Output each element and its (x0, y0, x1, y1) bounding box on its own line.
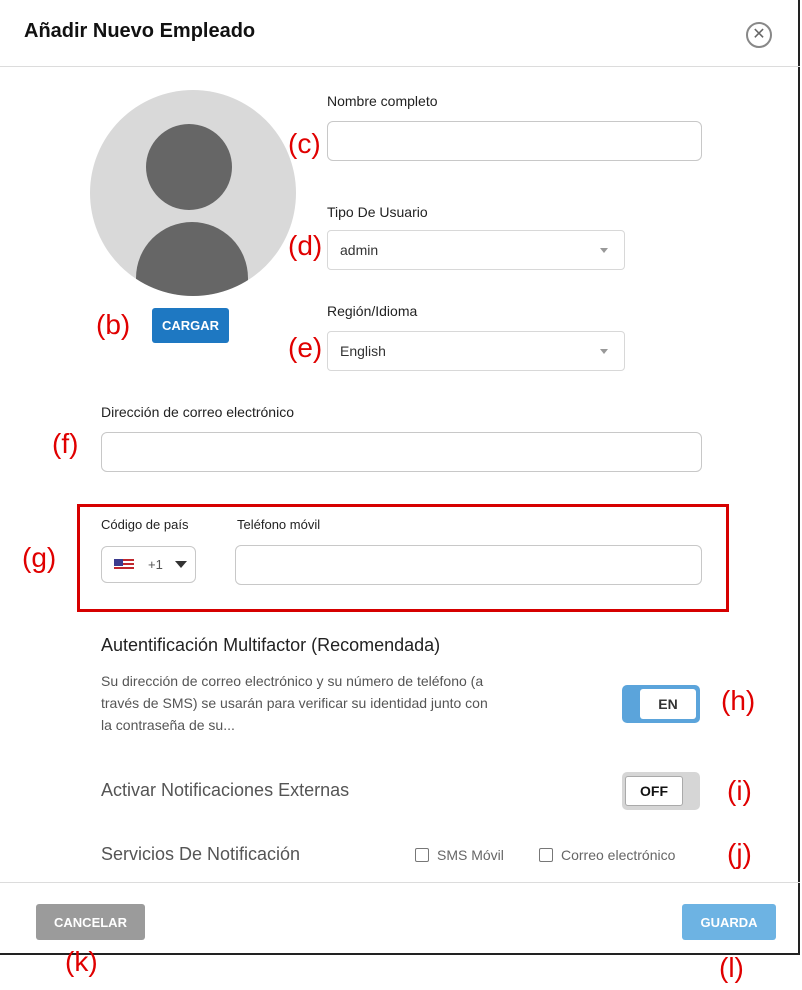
region-label: Región/Idioma (327, 303, 418, 319)
region-value: English (340, 343, 386, 359)
close-icon[interactable]: ✕ (746, 22, 772, 48)
sms-checkbox-label: SMS Móvil (437, 846, 504, 863)
footer-divider (0, 882, 800, 883)
us-flag-icon (114, 559, 134, 571)
annotation-i: (i) (727, 775, 752, 806)
annotation-k: (k) (65, 946, 98, 977)
external-notifications-toggle-label: OFF (625, 776, 683, 806)
email-input[interactable] (101, 432, 702, 472)
external-notifications-label: Activar Notificaciones Externas (101, 780, 350, 800)
mfa-title: Autentificación Multifactor (Recomendada) (101, 635, 441, 655)
annotation-g: (g) (22, 542, 57, 573)
save-button[interactable]: GUARDA (682, 904, 776, 940)
user-avatar-icon-head (146, 124, 232, 210)
annotation-c: (c) (288, 128, 321, 159)
chevron-down-icon (600, 248, 608, 253)
country-code-label: Código de país (101, 517, 189, 532)
annotation-j: (j) (727, 838, 752, 869)
email-label: Dirección de correo electrónico (101, 404, 294, 420)
mfa-toggle-label: EN (640, 689, 696, 719)
upload-button[interactable]: CARGAR (152, 308, 229, 343)
country-code-value: +1 (148, 557, 163, 572)
annotation-h: (h) (721, 685, 756, 716)
full-name-input[interactable] (327, 121, 702, 161)
region-select[interactable] (327, 331, 625, 371)
user-type-label: Tipo De Usuario (327, 204, 428, 220)
user-avatar-icon-body (136, 222, 248, 296)
sms-checkbox[interactable] (415, 848, 429, 862)
mobile-input[interactable] (235, 545, 702, 585)
country-code-select[interactable] (101, 546, 196, 583)
header-divider (0, 66, 800, 67)
annotation-l: (l) (719, 952, 744, 983)
chevron-down-icon (600, 349, 608, 354)
sms-checkbox-option[interactable] (415, 846, 504, 864)
mfa-description: Su dirección de correo electrónico y su número de teléfono (a través de SMS) se usarán para verificar su identidad junto con la contraseña de su... (101, 673, 488, 733)
mobile-label: Teléfono móvil (237, 517, 321, 532)
annotation-d: (d) (288, 230, 323, 261)
chevron-down-icon (175, 561, 187, 568)
annotation-f: (f) (52, 428, 79, 459)
full-name-label: Nombre completo (327, 93, 438, 109)
mfa-toggle[interactable] (622, 685, 700, 723)
notification-services-label: Servicios De Notificación (101, 844, 301, 864)
avatar (90, 90, 296, 296)
email-checkbox-label: Correo electrónico (561, 846, 676, 863)
annotation-b: (b) (96, 309, 131, 340)
user-type-select[interactable] (327, 230, 625, 270)
email-checkbox-option[interactable] (539, 846, 675, 864)
email-checkbox[interactable] (539, 848, 553, 862)
cancel-button[interactable]: CANCELAR (36, 904, 145, 940)
dialog-title: Añadir Nuevo Empleado (24, 20, 256, 42)
user-type-value: admin (340, 242, 379, 258)
external-notifications-toggle[interactable] (622, 772, 700, 810)
annotation-e: (e) (288, 332, 323, 363)
